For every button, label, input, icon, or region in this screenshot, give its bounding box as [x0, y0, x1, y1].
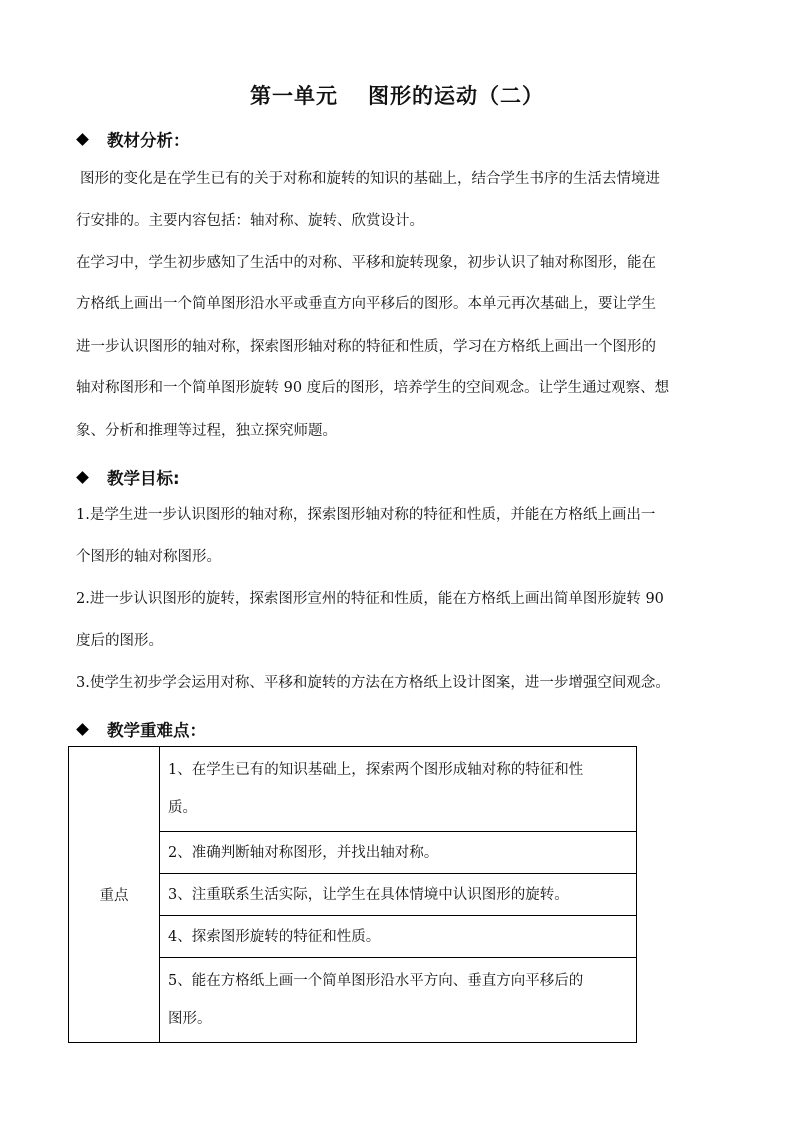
title-unit: 第一单元	[250, 84, 338, 108]
table-cell-line: 图形。	[168, 1011, 212, 1027]
paragraph-line: 方格纸上画出一个简单图形沿水平或垂直方向平移后的图形。本单元再次基础上，要让学生	[76, 296, 656, 312]
table-cell-line: 3、注重联系生活实际，让学生在具体情境中认识图形的旋转。	[168, 886, 569, 903]
section-heading-label: 教材分析：	[107, 131, 190, 150]
section-heading-goals	[76, 465, 180, 489]
paragraph-line: 图形的变化是在学生已有的关于对称和旋转的知识的基础上，结合学生书序的生活去情境进	[80, 171, 660, 187]
section-heading-label: 教学目标:	[107, 469, 180, 488]
diamond-bullet-icon	[76, 133, 89, 146]
paragraph-line: 行安排的。主要内容包括：轴对称、旋转、欣赏设计。	[76, 213, 424, 229]
goal-line: 个图形的轴对称图形。	[76, 549, 221, 565]
table-cell	[160, 958, 637, 1043]
table-cell	[160, 832, 637, 874]
table-cell-line: 1、在学生已有的知识基础上，探索两个图形成轴对称的特征和性	[168, 762, 584, 778]
table-row-label: 重点	[69, 747, 160, 1043]
table-cell-line: 质。	[168, 800, 197, 816]
goal-line: 2.进一步认识图形的旋转，探索图形宣州的特征和性质，能在方格纸上画出简单图形旋转 90	[76, 591, 664, 607]
title-topic: 图形的运动（二）	[368, 84, 544, 108]
table-cell	[160, 747, 637, 832]
section-heading-key-points	[76, 717, 206, 741]
key-points-table	[68, 746, 637, 1043]
table-cell	[160, 874, 637, 916]
paragraph-line: 在学习中，学生初步感知了生活中的对称、平移和旋转现象，初步认识了轴对称图形，能在	[76, 255, 656, 271]
goal-line: 1.是学生进一步认识图形的轴对称，探索图形轴对称的特征和性质，并能在方格纸上画出一	[76, 507, 656, 523]
diamond-bullet-icon	[76, 471, 89, 484]
table-cell-line: 2、准确判断轴对称图形，并找出轴对称。	[168, 844, 439, 861]
table-cell-line: 5、能在方格纸上画一个简单图形沿水平方向、垂直方向平移后的	[168, 973, 584, 989]
table-cell	[160, 916, 637, 958]
table-cell-line: 4、探索图形旋转的特征和性质。	[168, 928, 381, 945]
goal-line: 3.使学生初步学会运用对称、平移和旋转的方法在方格纸上设计图案，进一步增强空间观念。	[76, 675, 670, 691]
page-title	[0, 80, 794, 110]
diamond-bullet-icon	[76, 723, 89, 736]
paragraph-line: 轴对称图形和一个简单图形旋转 90 度后的图形，培养学生的空间观念。让学生通过观察、想	[76, 380, 670, 396]
goal-line: 度后的图形。	[76, 633, 163, 649]
paragraph-line: 进一步认识图形的轴对称，探索图形轴对称的特征和性质，学习在方格纸上画出一个图形的	[76, 339, 656, 355]
section-heading-analysis	[76, 127, 190, 151]
paragraph-line: 象、分析和推理等过程，独立探究师题。	[76, 423, 337, 439]
section-heading-label: 教学重难点：	[107, 721, 206, 740]
